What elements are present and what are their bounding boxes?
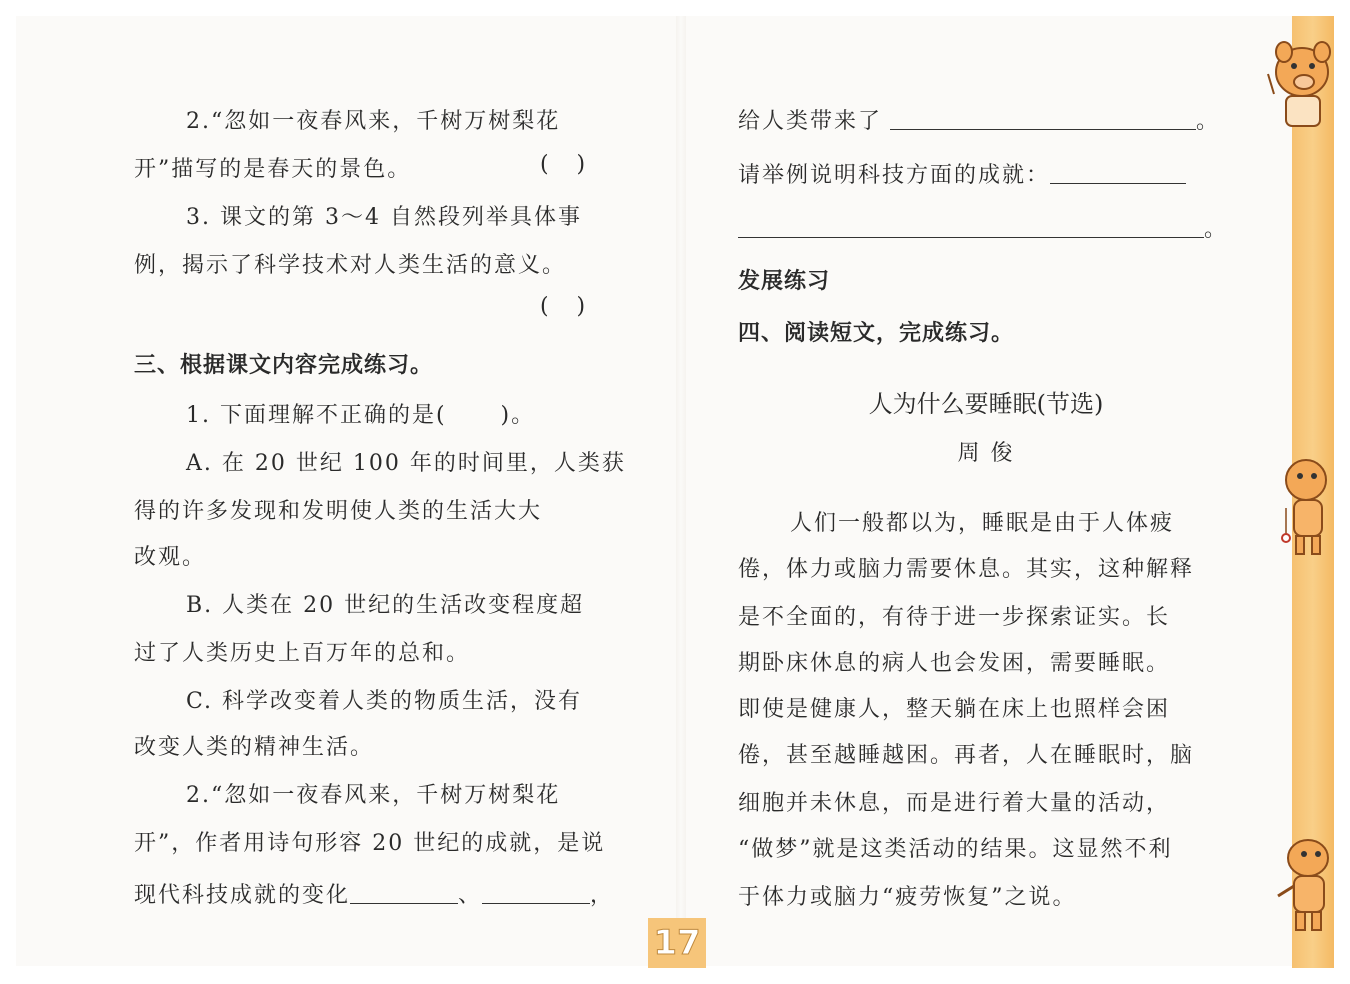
continuation-line-1: 给人类带来了 。 — [738, 109, 1221, 134]
page-number: 17 — [648, 918, 706, 968]
article-line: 倦，甚至越睡越困。再者，人在睡眠时，脑 — [738, 743, 1195, 768]
continuation-line-2: 请举例说明科技方面的成就： — [738, 158, 1186, 189]
article-title: 人为什么要睡眠(节选) — [868, 390, 1104, 418]
section-3-question-2-line-2: 开”，作者用诗句形容 20 世纪的成就，是说 — [134, 831, 606, 856]
section-4-heading: 四、阅读短文，完成练习。 — [738, 321, 1015, 346]
article-line: “做梦”就是这类活动的结果。这显然不利 — [738, 837, 1173, 862]
article-line: 是不全面的，有待于进一步探索证实。长 — [738, 605, 1171, 630]
option-b-line-1: B. 人类在 20 世纪的生活改变程度超 — [186, 593, 585, 618]
fill-in-blank[interactable] — [890, 129, 1196, 130]
section-3-heading: 三、根据课文内容完成练习。 — [134, 353, 434, 378]
article-line: 期卧床休息的病人也会发困，需要睡眠。 — [738, 651, 1171, 676]
fill-in-blank[interactable] — [482, 903, 590, 904]
question-3-line-1: 3. 课文的第 3～4 自然段列举具体事 — [186, 205, 582, 230]
fill-in-blank[interactable] — [1050, 183, 1186, 184]
cartoon-mascot-yoyo-icon — [1264, 450, 1336, 560]
question-3-line-2: 例，揭示了科学技术对人类生活的意义。 — [134, 253, 567, 278]
section-3-question-2-line-1: 2.“忽如一夜春风来，千树万树梨花 — [186, 783, 561, 808]
section-3-question-2-line-3: 现代科技成就的变化 、 ， — [134, 883, 615, 908]
development-practice-heading: 发展练习 — [738, 269, 831, 294]
option-a-line-1: A. 在 20 世纪 100 年的时间里，人类获 — [186, 451, 626, 476]
section-3-question-1: 1. 下面理解不正确的是( )。 — [186, 403, 536, 428]
question-2-line-1: 2.“忽如一夜春风来，千树万树梨花 — [186, 109, 561, 134]
article-line: 于体力或脑力“疲劳恢复”之说。 — [738, 885, 1077, 910]
option-b-line-2: 过了人类历史上百万年的总和。 — [134, 641, 471, 666]
option-a-line-3: 改观。 — [134, 545, 207, 570]
cartoon-pig-mascot-icon — [1264, 34, 1336, 134]
answer-parentheses[interactable]: ( ) — [540, 152, 586, 177]
article-line: 倦，体力或脑力需要休息。其实，这种解释 — [738, 557, 1195, 582]
fill-in-blank[interactable] — [738, 237, 1204, 238]
article-line: 即使是健康人，整天躺在床上也照样会困 — [738, 697, 1171, 722]
answer-parentheses[interactable]: ( ) — [540, 294, 586, 319]
article-author: 周 俊 — [957, 441, 1015, 466]
fill-in-blank[interactable] — [350, 903, 458, 904]
continuation-line-3: 。 — [738, 212, 1228, 243]
option-c-line-1: C. 科学改变着人类的物质生活，没有 — [186, 689, 583, 714]
article-line: 人们一般都以为，睡眠是由于人体疲 — [790, 511, 1175, 536]
question-2-line-2: 开”描写的是春天的景色。 — [134, 157, 412, 182]
option-c-line-2: 改变人类的精神生活。 — [134, 735, 375, 760]
option-a-line-2: 得的许多发现和发明使人类的生活大大 — [134, 499, 543, 524]
article-line: 细胞并未休息，而是进行着大量的活动， — [738, 791, 1171, 816]
book-gutter — [676, 16, 686, 966]
cartoon-mascot-walking-icon — [1264, 830, 1336, 940]
